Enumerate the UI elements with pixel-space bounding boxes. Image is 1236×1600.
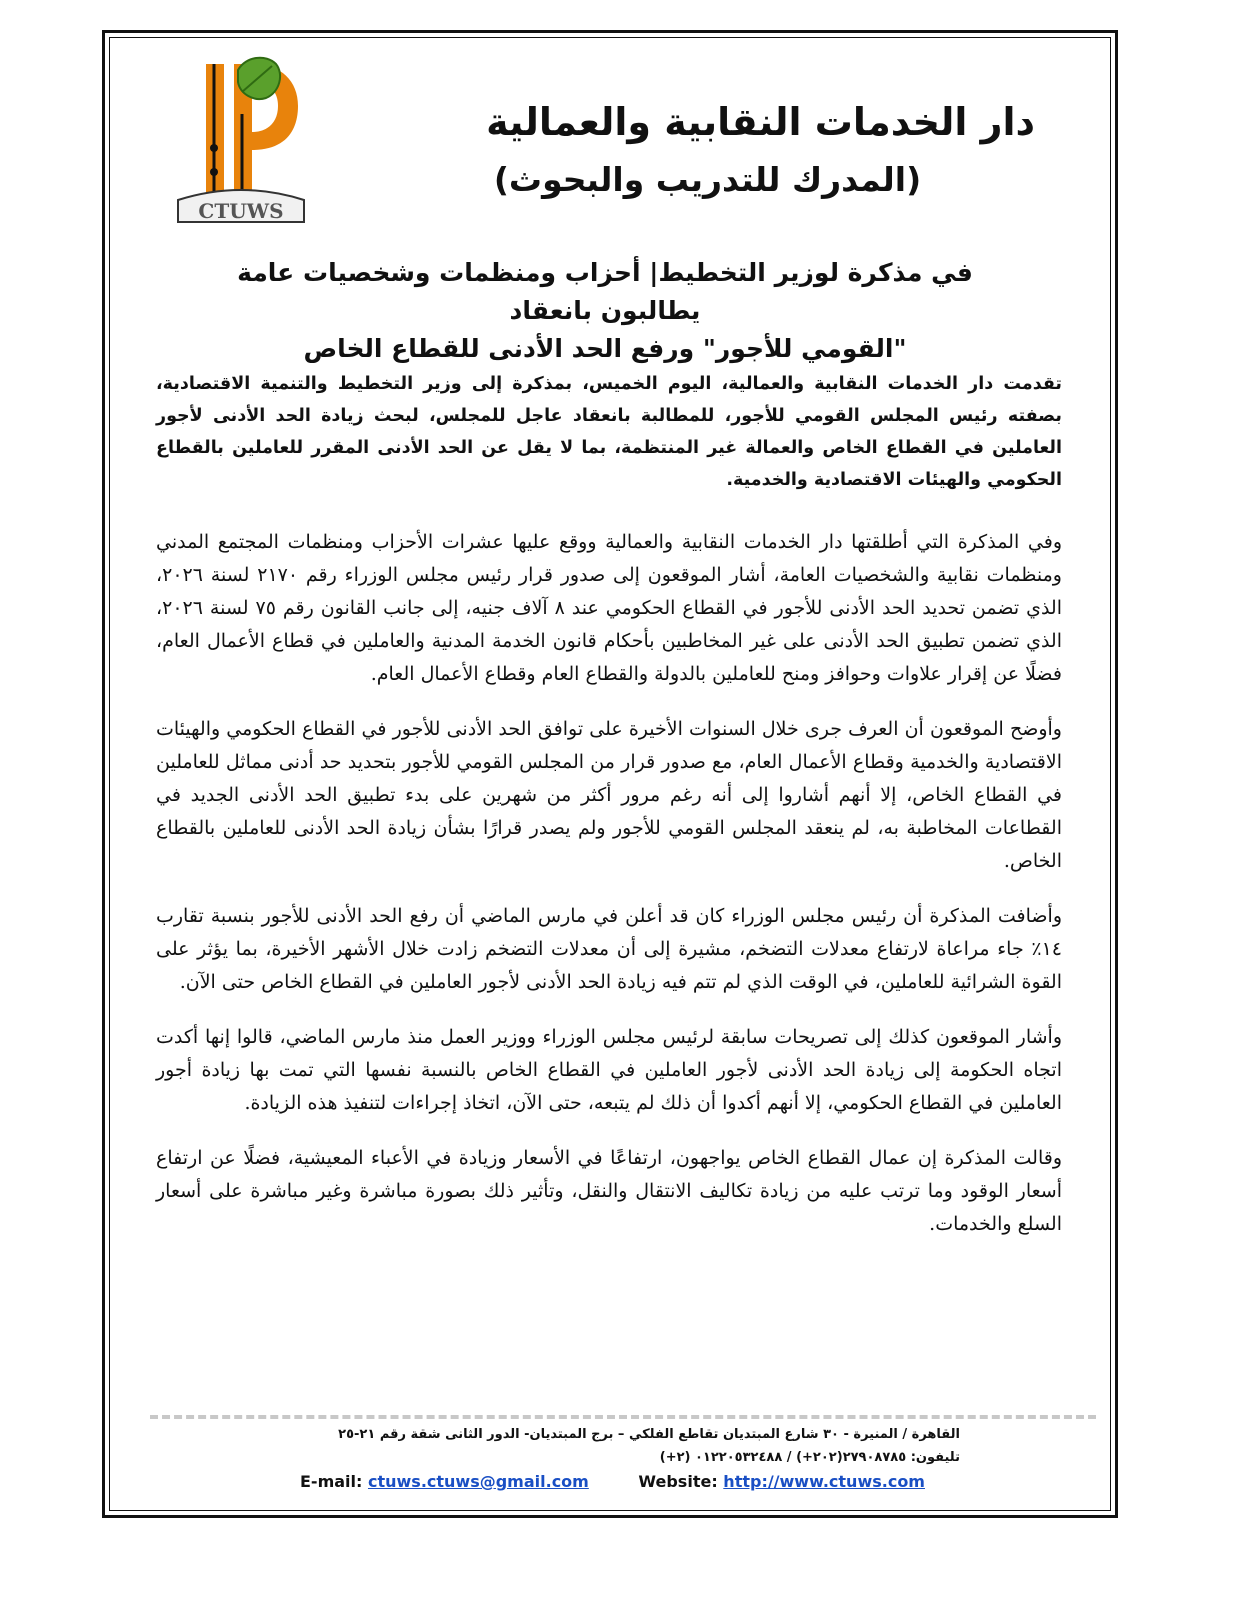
lead-paragraph: تقدمت دار الخدمات النقابية والعمالية، اليوم الخميس، بمذكرة إلى وزير التخطيط والتنمية الاقتصادية، بصفته رئيس المجلس القومي للأجور، للمطالبة بانعقاد عاجل للمجلس، لبحث زيادة الحد الأدنى لأجور العاملين في القطاع الخاص والعمالة غير المنتظمة، بما لا يقل عن الحد الأدنى المقرر للعاملين بالقطاع الحكومي والهيئات الاقتصادية والخدمية. xyxy=(156,374,1062,490)
website-label: Website: xyxy=(638,1472,718,1491)
body-paragraph: وفي المذكرة التي أطلقتها دار الخدمات النقابية والعمالية ووقع عليها عشرات الأحزاب ومنظمات المجتمع المدني ومنظمات نقابية والشخصيات العامة، أشار الموقعون إلى صدور قرار رئيس مجلس الوزراء رقم ٢١٧٠ لسنة ٢٠٢٦، الذي تضمن تحديد الحد الأدنى للأجور في القطاع الحكومي عند ٨ آلاف جنيه، إلى جانب القانون رقم ٧٥ لسنة ٢٠٢٦، الذي تضمن تطبيق الحد الأدنى على غير المخاطبين بأحكام قانون الخدمة المدنية والعاملين في قطاع الأعمال العام، فضلًا عن إقرار علاوات وحوافز ومنح للعاملين بالدولة والقطاع العام وقطاع الأعمال العام. xyxy=(156,531,1062,685)
article-body xyxy=(156,368,1062,1263)
website-link[interactable]: http://www.ctuws.com xyxy=(723,1472,925,1491)
email-link[interactable]: ctuws.ctuws@gmail.com xyxy=(367,1472,589,1491)
footer-divider xyxy=(150,1415,1096,1419)
footer-address: القاهرة / المنيرة - ٣٠ شارع المبتديان تقاطع الفلكي – برج المبتديان- الدور الثانى شقة رقم ٢١-٢٥ xyxy=(338,1427,960,1442)
headline-line-1: في مذكرة لوزير التخطيط| أحزاب ومنظمات وشخصيات عامة يطالبون بانعقاد xyxy=(237,258,973,325)
email-label: E-mail: xyxy=(300,1472,363,1491)
page-header xyxy=(420,96,1035,206)
ctuws-logo xyxy=(168,54,314,226)
logo-text: CTUWS xyxy=(198,199,284,223)
footer-contacts xyxy=(300,1472,940,1491)
footer-phone: تليفون: ٢٧٩٠٨٧٨٥(٢٠٢+) / ٠١٢٢٠٥٣٢٤٨٨ (٢+) xyxy=(659,1450,960,1465)
body-paragraph: وأوضح الموقعون أن العرف جرى خلال السنوات الأخيرة على توافق الحد الأدنى للأجور في القطاع الحكومي والهيئات الاقتصادية والخدمية وقطاع الأعمال العام، مع صدور قرار من المجلس القومي للأجور بتحديد حد أدنى مماثل للعاملين في القطاع الخاص، إلا أنهم أشاروا إلى أنه رغم مرور أكثر من شهرين على بدء تطبيق الحد الأدنى الجديد في القطاعات المخاطبة به، لم ينعقد المجلس القومي للأجور ولم يصدر قرارًا بشأن زيادة الحد الأدنى للعاملين بالقطاع الخاص. xyxy=(156,718,1062,872)
body-paragraph: وقالت المذكرة إن عمال القطاع الخاص يواجهون، ارتفاعًا في الأسعار وزيادة في الأعباء المعيشية، فضلًا عن ارتفاع أسعار الوقود وما ترتب عليه من زيادة تكاليف الانتقال والنقل، وتأثير ذلك بصورة مباشرة وغير مباشرة على أسعار السلع والخدمات. xyxy=(156,1147,1062,1235)
body-paragraph: وأضافت المذكرة أن رئيس مجلس الوزراء كان قد أعلن في مارس الماضي أن رفع الحد الأدنى للأجور بنسبة تقارب ١٤٪ جاء مراعاة لارتفاع معدلات التضخم، مشيرة إلى أن معدلات التضخم زادت خلال الأشهر الأخيرة، بما يؤثر على القوة الشرائية للعاملين، في الوقت الذي لم تتم فيه زيادة الحد الأدنى لأجور العاملين في القطاع الخاص حتى الآن. xyxy=(156,905,1062,993)
headline-line-2: "القومي للأجور" ورفع الحد الأدنى للقطاع الخاص xyxy=(303,334,907,363)
headline xyxy=(190,254,1020,368)
body-paragraph: وأشار الموقعون كذلك إلى تصريحات سابقة لرئيس مجلس الوزراء ووزير العمل منذ مارس الماضي، قالوا إنها أكدت اتجاه الحكومة إلى زيادة الحد الأدنى لأجور العاملين في القطاع الخاص بالنسبة نفسها التي تمت بها زيادة أجور العاملين في القطاع الحكومي، إلا أنهم أكدوا أن ذلك لم يتبعه، حتى الآن، اتخاذ إجراءات لتنفيذ هذه الزيادة. xyxy=(156,1026,1062,1114)
org-subtitle: (المدرك للتدريب والبحوث) xyxy=(493,160,922,199)
org-name: دار الخدمات النقابية والعمالية xyxy=(486,100,1035,144)
